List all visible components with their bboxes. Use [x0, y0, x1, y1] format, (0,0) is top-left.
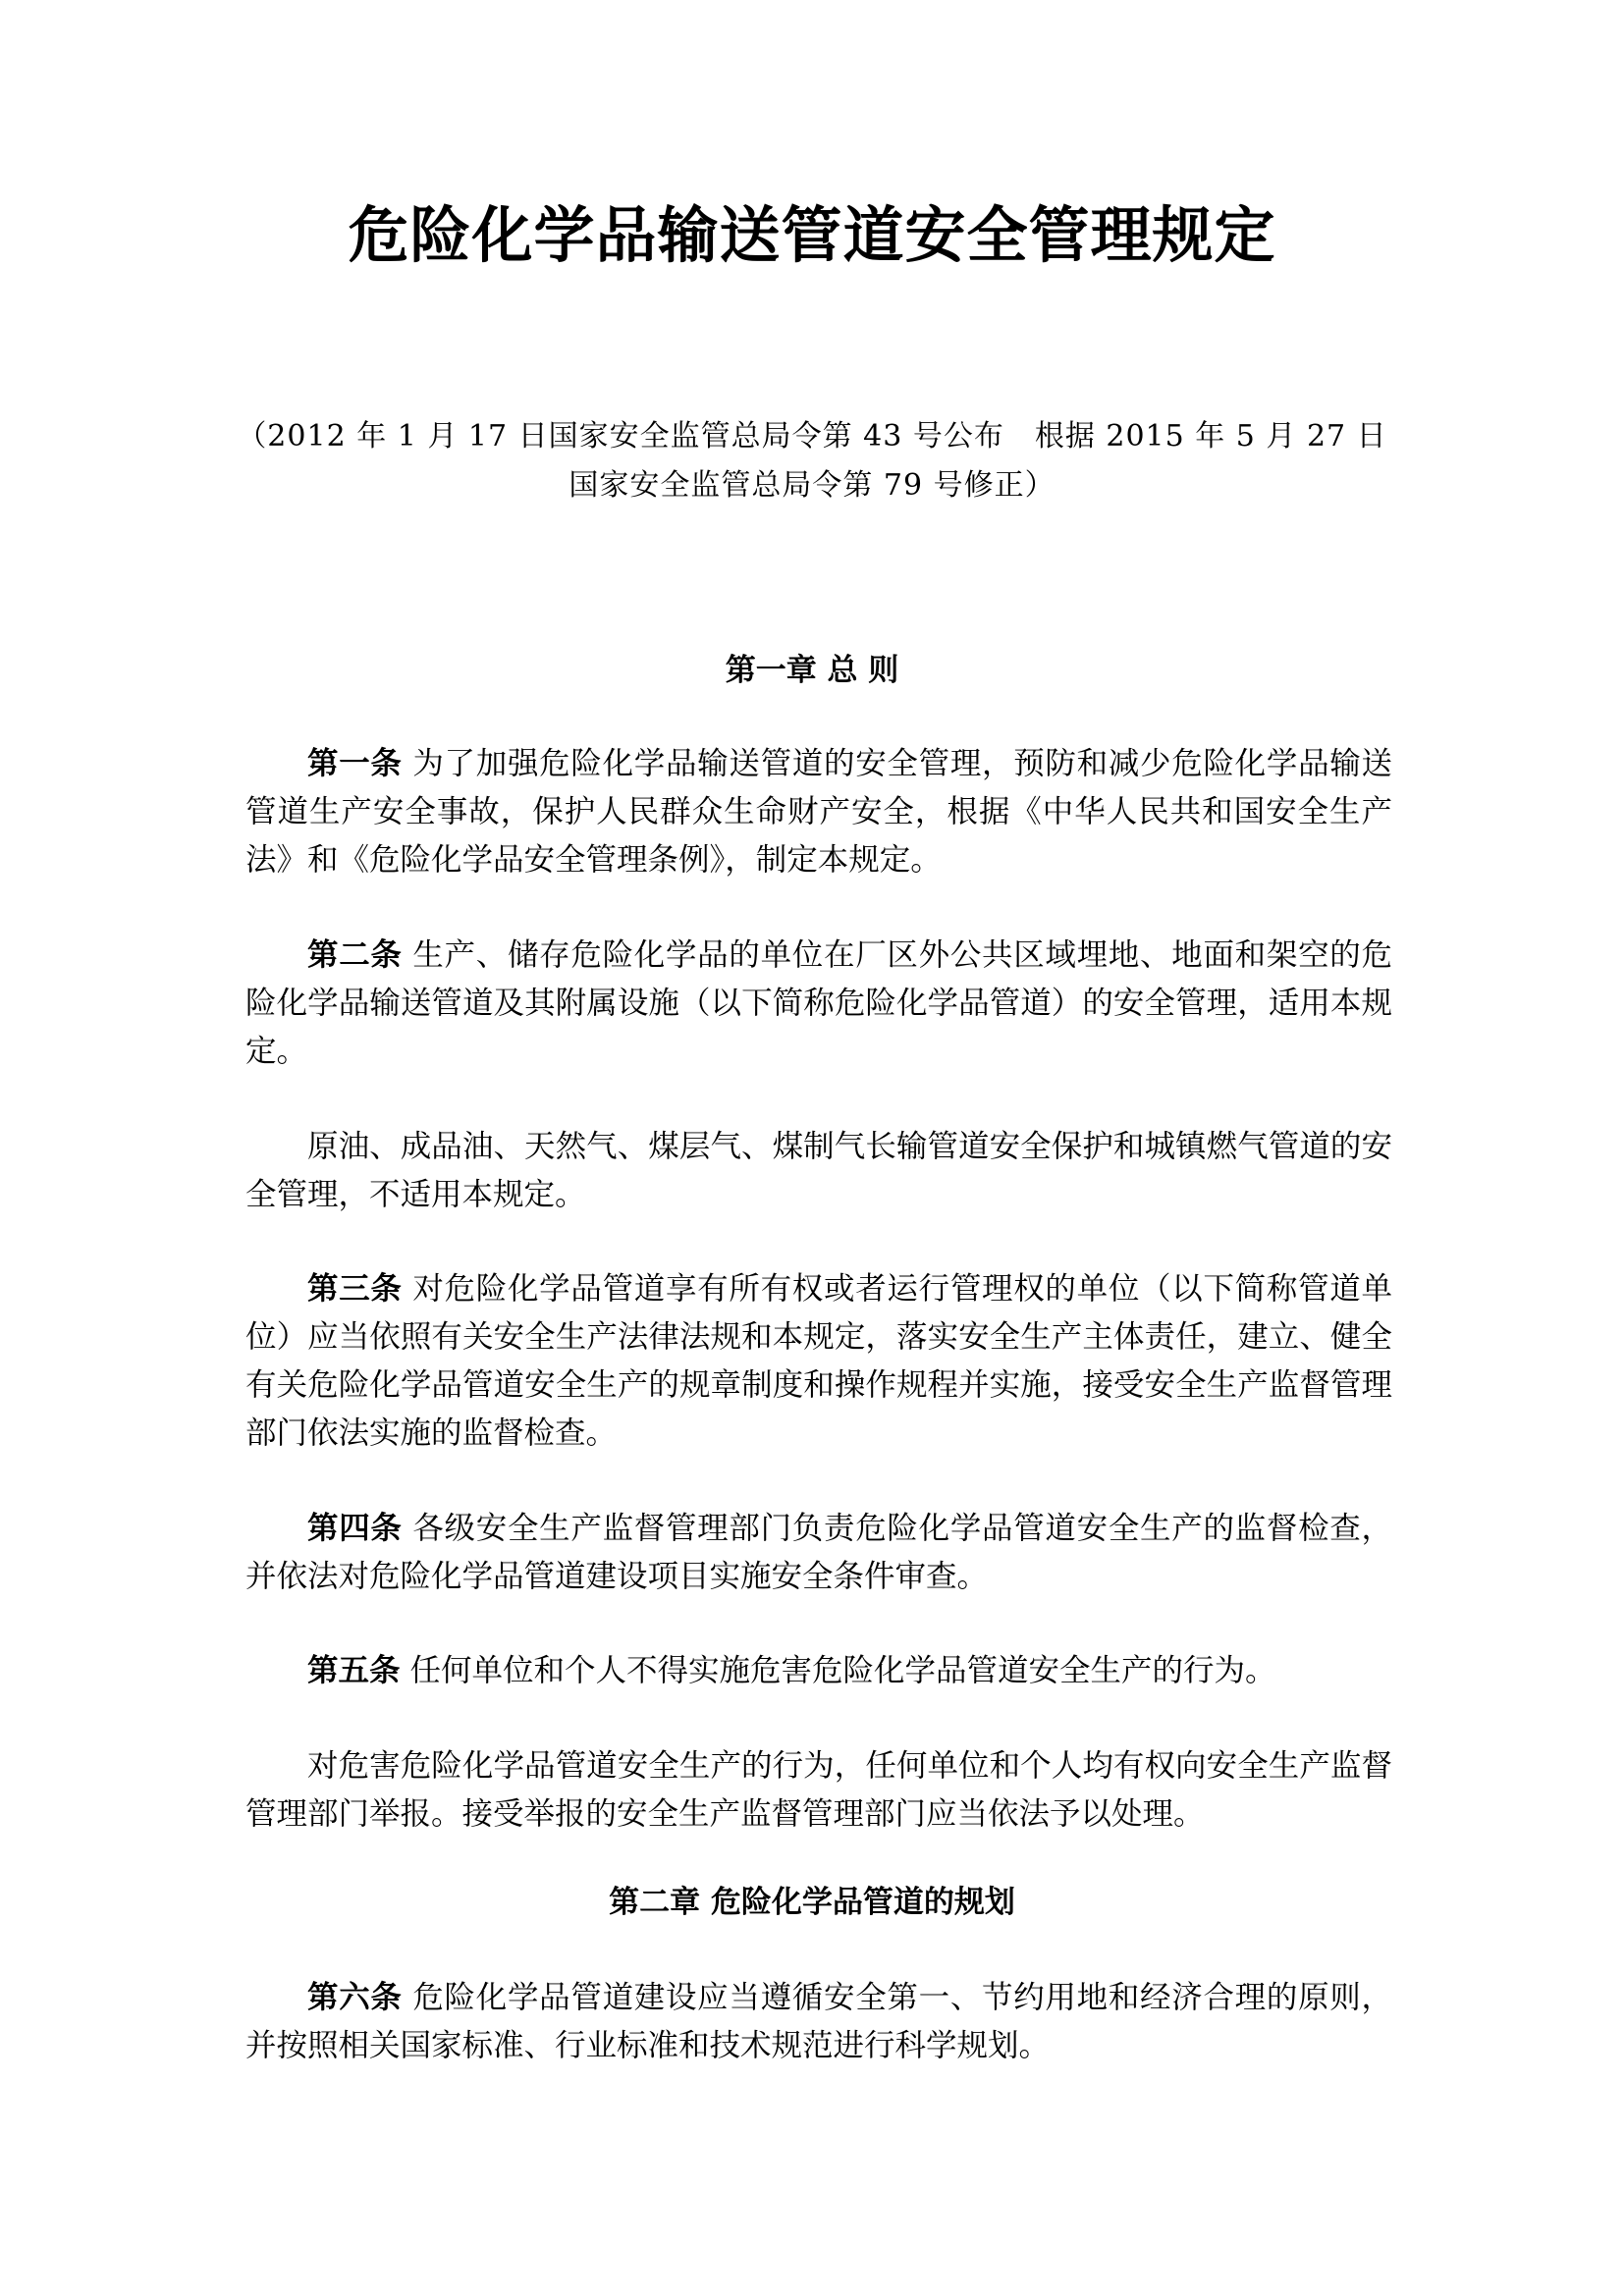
chapter-heading-1: 第一章 总 则 [725, 653, 899, 688]
chapter-heading-2: 第二章 危险化学品管道的规划 [609, 1885, 1015, 1920]
article-5 [245, 1646, 1392, 1695]
article-3 [245, 1264, 1392, 1458]
article-2-paragraph-2-text: 原油、成品油、天然气、煤层气、煤制气长输管道安全保护和城镇燃气管道的安全管理，不适用本规定。 [245, 1129, 1392, 1212]
article-4 [245, 1504, 1392, 1601]
document-subtitle [236, 412, 1388, 510]
article-3-label: 第三条 [307, 1270, 403, 1307]
article-6-label: 第六条 [307, 1979, 403, 2015]
article-4-text: 各级安全生产监督管理部门负责危险化学品管道安全生产的监督检查，并依法对危险化学品管道建设项目实施安全条件审查。 [245, 1511, 1392, 1594]
article-1-label: 第一条 [307, 745, 403, 781]
article-5-paragraph-2 [245, 1741, 1392, 1839]
subtitle-line-1: （2012 年 1 月 17 日国家安全监管总局令第 43 号公布 根据 2015 年 5 月 27 日 [237, 419, 1387, 454]
article-1 [245, 739, 1392, 884]
article-6 [245, 1973, 1392, 2070]
subtitle-line-2: 国家安全监管总局令第 79 号修正） [568, 468, 1056, 503]
article-2-paragraph-2 [245, 1122, 1392, 1219]
article-5-text: 任何单位和个人不得实施危害危险化学品管道安全生产的行为。 [400, 1653, 1276, 1688]
article-5-paragraph-2-text: 对危害危险化学品管道安全生产的行为，任何单位和个人均有权向安全生产监督管理部门举报。接受举报的安全生产监督管理部门应当依法予以处理。 [245, 1748, 1392, 1832]
article-2-label: 第二条 [307, 936, 403, 973]
article-2-text: 生产、储存危险化学品的单位在厂区外公共区域埋地、地面和架空的危险化学品输送管道及其附属设施（以下简称危险化学品管道）的安全管理，适用本规定。 [245, 937, 1392, 1069]
article-4-label: 第四条 [307, 1510, 403, 1546]
article-2 [245, 931, 1392, 1076]
article-6-text: 危险化学品管道建设应当遵循安全第一、节约用地和经济合理的原则，并按照相关国家标准、行业标准和技术规范进行科学规划。 [245, 1980, 1392, 2063]
article-5-label: 第五条 [307, 1652, 401, 1688]
document-title: 危险化学品输送管道安全管理规定 [348, 199, 1276, 271]
article-1-text: 为了加强危险化学品输送管道的安全管理，预防和减少危险化学品输送管道生产安全事故，保护人民群众生命财产安全，根据《中华人民共和国安全生产法》和《危险化学品安全管理条例》，制定本规定。 [245, 746, 1392, 878]
article-3-text: 对危险化学品管道享有所有权或者运行管理权的单位（以下简称管道单位）应当依照有关安全生产法律法规和本规定，落实安全生产主体责任，建立、健全有关危险化学品管道安全生产的规章制度和操作规程并实施，接受安全生产监督管理部门依法实施的监督检查。 [245, 1271, 1392, 1451]
